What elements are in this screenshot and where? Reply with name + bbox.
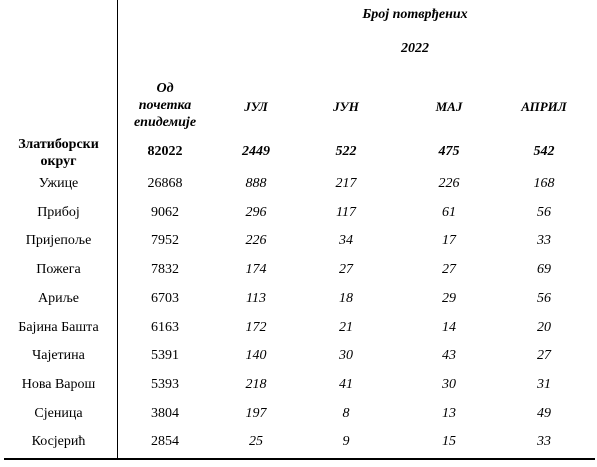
cell-since: 6703 xyxy=(151,291,179,306)
cell-jul: 172 xyxy=(245,320,267,335)
cell-since: 7952 xyxy=(151,233,179,248)
cell-jun: 9 xyxy=(342,434,350,449)
cell-maj: 13 xyxy=(442,406,456,421)
cell-since: 9062 xyxy=(151,205,179,220)
cell-maj: 226 xyxy=(438,176,460,191)
table-bottom-border xyxy=(4,458,595,460)
municipality-name: Нова Варош xyxy=(21,377,96,392)
region-jun: 522 xyxy=(335,144,357,159)
region-maj: 475 xyxy=(438,144,460,159)
region-name-line-2: округ xyxy=(40,154,77,169)
header-year: 2022 xyxy=(401,41,429,56)
cell-jul: 296 xyxy=(245,205,267,220)
cell-april: 20 xyxy=(537,320,551,335)
col-since-start-line-1: Од xyxy=(156,81,174,96)
col-since-start-line-3: епидемије xyxy=(133,115,197,130)
cell-jun: 8 xyxy=(342,406,350,421)
column-divider xyxy=(117,0,118,459)
cell-since: 5391 xyxy=(151,348,179,363)
col-maj: МАЈ xyxy=(435,99,463,114)
col-april: АПРИЛ xyxy=(521,99,567,114)
col-since-start-line-2: почетка xyxy=(138,98,192,113)
cell-jun: 30 xyxy=(339,348,353,363)
region-april: 542 xyxy=(533,144,555,159)
cell-jun: 117 xyxy=(336,205,356,220)
cell-since: 26868 xyxy=(147,176,183,191)
cell-jul: 25 xyxy=(249,434,263,449)
cell-jul: 174 xyxy=(245,262,267,277)
cell-april: 31 xyxy=(537,377,551,392)
cell-maj: 27 xyxy=(442,262,456,277)
cell-jun: 18 xyxy=(339,291,353,306)
cell-maj: 14 xyxy=(442,320,456,335)
cell-maj: 15 xyxy=(442,434,456,449)
cell-april: 33 xyxy=(537,233,551,248)
cell-since: 7832 xyxy=(151,262,179,277)
cell-april: 27 xyxy=(537,348,551,363)
cell-maj: 17 xyxy=(442,233,456,248)
municipality-name: Ужице xyxy=(38,176,79,191)
municipality-name: Сјеница xyxy=(34,406,83,421)
municipality-name: Пријепоље xyxy=(25,233,92,248)
municipality-name: Ариље xyxy=(38,291,79,306)
cell-maj: 61 xyxy=(442,205,456,220)
cell-maj: 43 xyxy=(442,348,456,363)
region-since: 82022 xyxy=(147,144,183,159)
cell-april: 56 xyxy=(537,291,551,306)
cell-april: 69 xyxy=(537,262,551,277)
cell-jul: 140 xyxy=(245,348,267,363)
municipality-name: Бајина Башта xyxy=(18,320,99,335)
cell-jul: 226 xyxy=(245,233,267,248)
cell-jun: 21 xyxy=(339,320,353,335)
cell-since: 6163 xyxy=(151,320,179,335)
cell-jul: 113 xyxy=(246,291,266,306)
cell-since: 3804 xyxy=(151,406,179,421)
region-name-line-1: Златиборски xyxy=(18,137,99,152)
cell-jun: 34 xyxy=(339,233,353,248)
cell-jul: 218 xyxy=(245,377,267,392)
municipality-name: Прибој xyxy=(37,205,80,220)
cell-jun: 41 xyxy=(339,377,353,392)
cell-jun: 27 xyxy=(339,262,353,277)
cell-april: 168 xyxy=(533,176,555,191)
municipality-name: Косјерић xyxy=(31,434,86,449)
cell-since: 5393 xyxy=(151,377,179,392)
cell-jul: 888 xyxy=(245,176,267,191)
header-title: Број потврђених xyxy=(362,7,468,22)
municipality-name: Пожега xyxy=(36,262,81,277)
cell-april: 56 xyxy=(537,205,551,220)
cell-jun: 217 xyxy=(335,176,357,191)
cell-maj: 30 xyxy=(442,377,456,392)
region-jul: 2449 xyxy=(242,144,270,159)
col-jul: ЈУЛ xyxy=(244,99,268,114)
cell-april: 33 xyxy=(537,434,551,449)
col-jun: ЈУН xyxy=(333,99,359,114)
col-since-start xyxy=(120,80,210,131)
cell-april: 49 xyxy=(537,406,551,421)
cell-maj: 29 xyxy=(442,291,456,306)
municipality-name: Чајетина xyxy=(32,348,85,363)
cell-jul: 197 xyxy=(245,406,267,421)
cell-since: 2854 xyxy=(151,434,179,449)
region-name xyxy=(0,136,117,170)
